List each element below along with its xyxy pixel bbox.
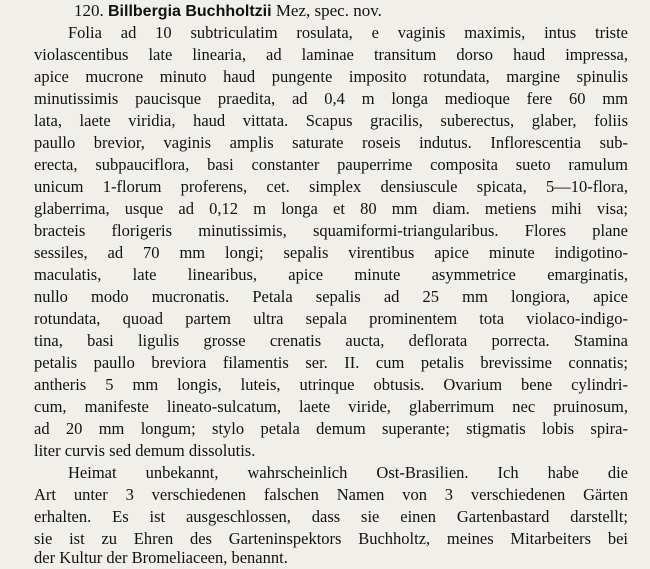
text-line: sie ist zu Ehren des Garteninspektors Buchholtz, meines Mitarbeiters bei — [34, 529, 628, 548]
text-line: glaberrima, usque ad 0,12 m longa et 80 mm diam. metiens mihi visa; — [34, 199, 628, 218]
text-line: sessiles, ad 70 mm longi; sepalis virentibus apice minute indigotino- — [34, 243, 628, 262]
text-line: Folia ad 10 subtriculatim rosulata, e vaginis maximis, intus triste — [68, 23, 628, 42]
species-heading — [74, 0, 382, 22]
text-line: violascentibus late linearia, ad laminae transitum dorso haud impressa, — [34, 45, 628, 64]
species-authority: Mez, spec. nov. — [275, 1, 382, 20]
text-line: bracteis florigeris minutissimis, squamiformi-triangularibus. Flores plane — [34, 221, 628, 240]
text-line: apice mucrone minuto haud pungente imposito rotundata, margine spinulis — [34, 67, 628, 86]
text-line: lata, laete viridia, haud vittata. Scapus gracilis, suberectus, glaber, foliis — [34, 111, 628, 130]
text-line: tina, basi ligulis grosse crenatis aucta, deflorata porrecta. Stamina — [34, 331, 628, 350]
species-number: 120. — [74, 1, 104, 20]
text-line: erhalten. Es ist ausgeschlossen, dass sie einen Gartenbastard darstellt; — [34, 507, 628, 526]
text-line: minutissimis paucisque praedita, ad 0,4 m longa medioque fere 60 mm — [34, 89, 628, 108]
text-line: antheris 5 mm longis, luteis, utrinque obtusis. Ovarium bene cylindri- — [34, 375, 628, 394]
text-line: petalis paullo breviora filamentis ser. II. cum petalis brevissime connatis; — [34, 353, 628, 372]
text-line: rotundata, quoad partem ultra sepala prominentem tota violaco-indigo- — [34, 309, 628, 328]
text-line: paullo brevior, vaginis amplis saturate roseis indutus. Inflorescentia sub- — [34, 133, 628, 152]
text-line: Heimat unbekannt, wahrscheinlich Ost-Brasilien. Ich habe die — [68, 463, 628, 482]
text-line: liter curvis sed demum dissolutis. — [34, 441, 256, 460]
species-name: Billbergia Buchholtzii — [108, 3, 272, 20]
text-line: maculatis, late linearibus, apice minute asymmetrice emarginatis, — [34, 265, 628, 284]
text-line: unicum 1-florum proferens, cet. simplex densiuscule spicata, 5—10-flora, — [34, 177, 628, 196]
text-line: nullo modo mucronatis. Petala sepalis ad 25 mm longiora, apice — [34, 287, 628, 306]
text-line: ad 20 mm longum; stylo petala demum superante; stigmatis lobis spira- — [34, 419, 628, 438]
text-line: der Kultur der Bromeliaceen, benannt. — [34, 548, 288, 567]
text-line: cum, manifeste lineato-sulcatum, laete viride, glaberrimum nec pruinosum, — [34, 397, 628, 416]
text-line: Art unter 3 verschiedenen falschen Namen von 3 verschiedenen Gärten — [34, 485, 628, 504]
text-line: erecta, subpauciflora, basi constanter pauperrime composita sueto ramulum — [34, 155, 628, 174]
